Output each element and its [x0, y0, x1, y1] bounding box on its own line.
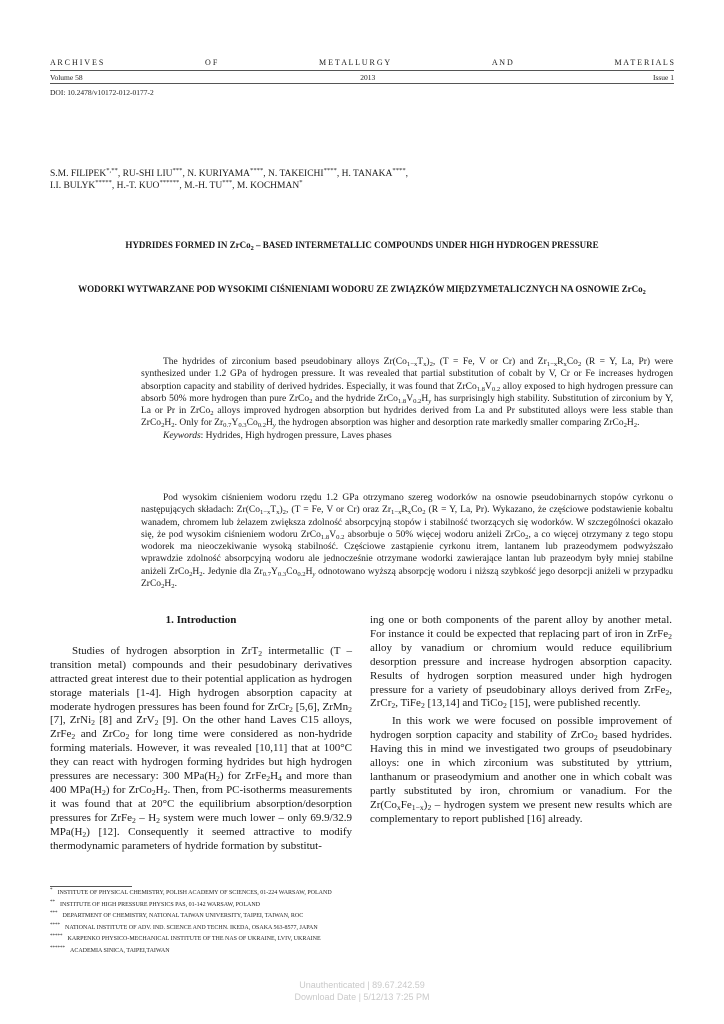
- volume: Volume 58: [50, 73, 83, 82]
- footnote: * INSTITUTE OF PHYSICAL CHEMISTRY, POLISH ACADEMY OF SCIENCES, 01-224 WARSAW, POLAND: [50, 888, 332, 896]
- intro-paragraph: In this work we were focused on possible improvement of hydrogen sorption capacity and stability of ZrCo$_2$ based hydrides. Having this in mind we investigated two groups of pseudobinary alloys: one in which zirconium was substituted by yttrium, lanthanum or praseodymium and another one in which cobalt was partly substituted by iron, chromium or vanadium. For the $Zr(Co_xFe_{1-x})_2$ – hydrogen system we present new results which are complementary to report published [16] already.: [370, 715, 672, 825]
- issue-info: [50, 73, 674, 82]
- doi[interactable]: DOI: 10.2478/v10172-012-0177-2: [50, 88, 154, 97]
- journal-name: [50, 58, 674, 67]
- footnote: ****** ACADEMIA SINICA, TAIPEI,TAIWAN: [50, 945, 170, 954]
- keywords-label: Keywords: [163, 430, 201, 441]
- issue: Issue 1: [652, 73, 674, 82]
- abstract-paragraph: The hydrides of zirconium based pseudobinary alloys $Zr(Co_{1-x}T_x)_2$, (T = Fe, V or Cr) and $Zr_{1-x}R_xCo_2$ (R = Y, La, Pr) were synthesized under 1.2 GPa of hydrogen pressure. It was revealed that partial substitution of cobalt by V, Cr or Fe increases hydrogen absorption capacity and stability of derived hydrides. Especially, it was found that $ZrCo_{1.8}V_{0.2}$ alloy exposed to high hydrogen pressure can absorb 50% more hydrogen than pure ZrCo$_2$ and the hydride $ZrCo_{1.8}V_{0.2}H_y$ has surprisingly high stability. Substitution of zirconium by Y, La or Pr in ZrCo$_2$ alloys improved hydrogen absorption but hydrides derived from La and Pr substituted alloys were less stable than $ZrCo_2H_2$. Only for $Zr_{0.7}Y_{0.3}Co_{0.2}H_y$ the hydrogen absorption was higher and desorption rate markedly smaller comparing $ZrCo_2H_2$.: [141, 357, 674, 430]
- footnote-rule: [50, 886, 132, 887]
- abstract-polish: [141, 492, 673, 590]
- intro-paragraph: ing one or both components of the parent alloy by another metal. For instance it could be expected that replacing part of iron in ZrFe$_2$ alloy by vanadium or chromium would reduce equilibrium desorption pressure and increase hydrogen absorption capacity. Results of hydrogen sorption measured under high hydrogen pressure for a variety of pseudobinary alloys derived from ZrFe$_2$, ZrCr$_2$, TiFe$_2$ [13,14] and TiCo$_2$ [15], were published recently.: [370, 614, 672, 711]
- author-list: [50, 168, 674, 192]
- year: 2013: [360, 73, 376, 82]
- watermark-line: Unauthenticated | 89.67.242.59: [299, 980, 425, 990]
- keywords-text: : Hydrides, High hydrogen pressure, Laves phases: [200, 430, 392, 441]
- affiliations: [50, 888, 674, 958]
- header-rule: [50, 70, 674, 71]
- download-watermark: [0, 979, 724, 1003]
- section-heading: 1. Introduction: [165, 614, 237, 626]
- abstract-paragraph: Pod wysokim ciśnieniem wodoru rzędu 1.2 GPa otrzymano szereg wodorków na osnowie pseudobinarnych stopów cyrkonu o następujących składach: $Zr(Co_{1-x}T_x)_2$, (T = Fe, V or Cr) oraz $Zr_{1-x}R_xCo_2$ (R = Y, La, Pr). Wykazano, że częściowe podstawienie kobaltu wanadem, chromem lub żelazem zwiększa zdolność absorpcyjną stopów i stabilność tworzących się wodorków. W szczególności okazało się, że pod wysokim ciśnieniem wodoru $ZrCo_{1.8}V_{0.2}$ absorbuje o 50% więcej wodoru aniżeli ZrCo$_2$, a co więcej otrzymany z tego stopu wodorek ma nieoczekiwanie wysoką stabilność. Częściowe zastąpienie cyrkonu itrem, lantanem lub prazeodymem podwyższało wprawdzie zdolność absorpcyjną wodoru ale jednocześnie otrzymane wodorki zawierające lantan lub prazeodym były mniej stabilne aniżeli $ZrCo_2H_2$. Jedynie dla $Zr_{0.7}Y_{0.3}Co_{0.2}H_y$ odnotowano wyższą absorpcję wodoru i niższą szybkość jego desorpcji aniżeli w przypadku $ZrCo_2H_2$.: [141, 493, 674, 591]
- watermark-line: Download Date | 5/12/13 7:25 PM: [294, 992, 430, 1002]
- header-rule-bottom: [50, 83, 674, 84]
- journal-word: M E T A L L U R G Y: [319, 58, 391, 67]
- journal-word: A N D: [491, 58, 513, 67]
- journal-word: A R C H I V E S: [50, 58, 104, 67]
- journal-word: O F: [205, 58, 218, 67]
- footnote: ***** KARPENKO PHYSICO-MECHANICAL INSTITUTE OF THE NAS OF UKRAINE, LVIV, UKRAINE: [50, 934, 321, 943]
- title-english: HYDRIDES FORMED IN ZrCo$_2$ – BASED INTERMETALLIC COMPOUNDS UNDER HIGH HYDROGEN PRESSURE: [125, 240, 599, 252]
- column-left: [50, 614, 352, 854]
- column-right: [370, 614, 672, 827]
- author-line: S.M. FILIPEK*,**, RU-SHI LIU***, N. KURIYAMA****, N. TAKEICHI****, H. TANAKA****,: [50, 166, 409, 179]
- author-line: I.I. BULYK*****, H.-T. KUO******, M.-H. TU***, M. KOCHMAN*: [50, 178, 303, 191]
- journal-word: M A T E R I A L S: [614, 58, 674, 67]
- abstract-english: [141, 356, 673, 442]
- title-polish: WODORKI WYTWARZANE POD WYSOKIMI CIŚNIENIAMI WODORU ZE ZWIĄZKÓW MIĘDZYMETALICZNYCH NA OSNOWIE ZrCo$_2$: [78, 284, 646, 296]
- intro-paragraph: Studies of hydrogen absorption in ZrT$_2$ intermetallic (T – transition metal) compounds and their pesudobinary derivatives attracted great interest due to their potential application as hydrogen storage materials [1-4]. High hydrogen absorption capacity at moderate hydrogen pressures has been found for ZrCr$_2$ [5,6], ZrMn$_2$ [7], ZrNi$_2$ [8] and ZrV$_2$ [9]. On the other hand Laves C15 alloys, ZrFe$_2$ and ZrCo$_2$ for long time were considered as non-hydride forming materials. However, it was revealed [10,11] that at 100°C they can react with hydrogen forming hydrides but high hydrogen pressures are necessary: 300 $MPa(H_2)$ for $ZrFe_2H_4$ and more than 400 $MPa(H_2)$ for $ZrCo_2H_2$. Then, from PC-isotherms measurements it was found that at 20°C the equilibrium absorption/desorption pressures for ZrFe$_2$ – $H_2$ system were much lower – only 69.9/32.9 $MPa(H_2)$ [12]. Consequently it seemed attractive to modify thermodynamic parameters of hydride formation by substitut-: [50, 644, 352, 852]
- footnote: *** DEPARTMENT OF CHEMISTRY, NATIONAL TAIWAN UNIVERSITY, TAIPEI, TAIWAN, ROC: [50, 911, 304, 920]
- footnote: ** INSTITUTE OF HIGH PRESSURE PHYSICS PAS, 01-142 WARSAW, POLAND: [50, 899, 260, 908]
- footnote: **** NATIONAL INSTITUTE OF ADV. IND. SCIENCE AND TECHN. IKEDA, OSAKA 563-8577, JAPAN: [50, 922, 318, 931]
- keywords: [141, 430, 673, 442]
